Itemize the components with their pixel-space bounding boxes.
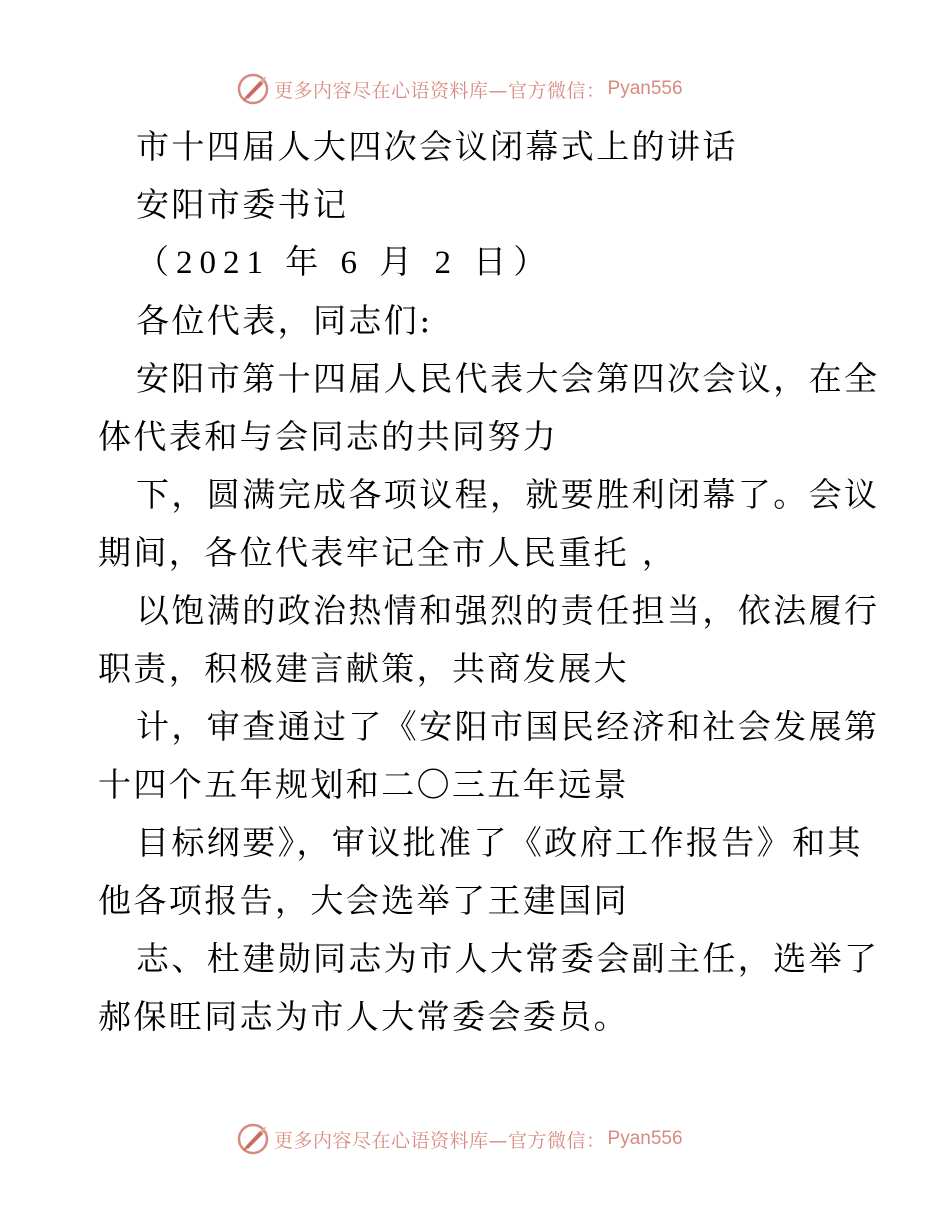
paragraph-line: 体代表和与会同志的共同努力 <box>98 417 559 456</box>
document-title: 市十四届人大四次会议闭幕式上的讲话 <box>136 127 738 166</box>
paragraph-line: 郝保旺同志为市人大常委会委员。 <box>98 997 629 1036</box>
paragraph-line: 他各项报告，大会选举了王建国同 <box>98 881 629 920</box>
watermark-header <box>236 72 683 106</box>
watermark-text: 更多内容尽在心语资料库—官方微信： <box>274 1129 606 1152</box>
quill-logo-icon <box>236 72 270 106</box>
paragraph-line: 十四个五年规划和二〇三五年远景 <box>98 765 629 804</box>
paragraph-line: 以饱满的政治热情和强烈的责任担当，依法履行 <box>136 591 880 630</box>
watermark-footer <box>236 1122 683 1156</box>
paragraph-line: 计，审查通过了《安阳市国民经济和社会发展第 <box>136 707 880 746</box>
paragraph-line: 安阳市第十四届人民代表大会第四次会议，在全 <box>136 359 880 398</box>
watermark-text: 更多内容尽在心语资料库—官方微信： <box>274 79 606 102</box>
document-date: （2021 年 6 月 2 日） <box>136 245 554 281</box>
paragraph-line: 志、杜建勋同志为市人大常委会副主任，选举了 <box>136 939 880 978</box>
salutation: 各位代表，同志们: <box>136 301 433 340</box>
watermark-wechat-id: Pyan556 <box>607 1128 683 1149</box>
document-author: 安阳市委书记 <box>136 185 349 224</box>
paragraph-line: 目标纲要》，审议批准了《政府工作报告》和其 <box>136 823 863 862</box>
watermark-wechat-id: Pyan556 <box>607 78 683 99</box>
quill-logo-icon <box>236 1122 270 1156</box>
paragraph-line: 下，圆满完成各项议程，就要胜利闭幕了。会议 <box>136 475 880 514</box>
document-body <box>98 118 880 1046</box>
paragraph-line: 职责，积极建言献策，共商发展大 <box>98 649 629 688</box>
paragraph-line: 期间，各位代表牢记全市人民重托 ， <box>98 533 678 572</box>
